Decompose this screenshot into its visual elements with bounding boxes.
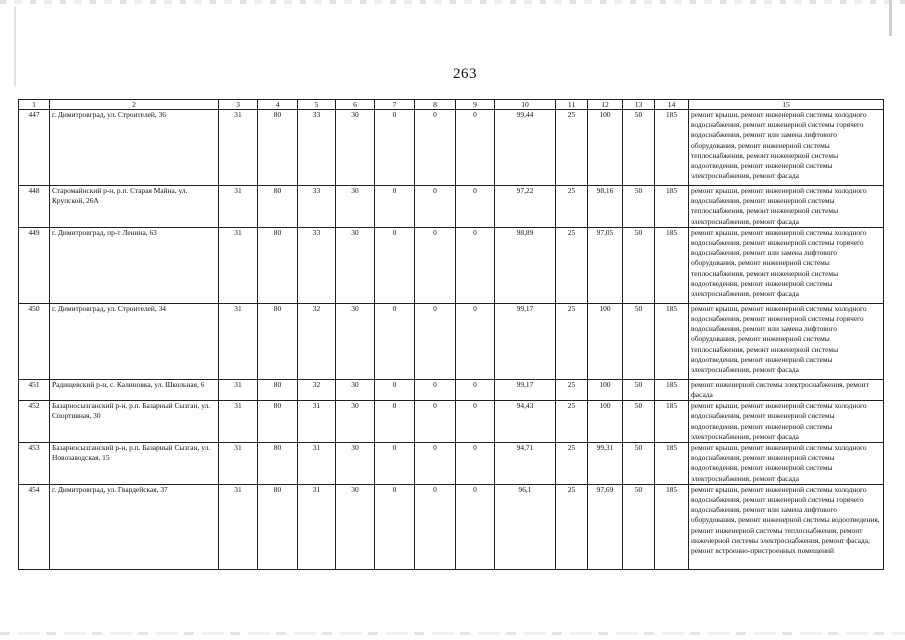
value-cell: 25 (556, 186, 588, 228)
value-cell: 98,16 (588, 186, 623, 228)
row-id: 450 (19, 303, 50, 379)
value-cell: 30 (336, 110, 375, 186)
value-cell: 185 (655, 484, 689, 569)
value-cell: 185 (655, 379, 689, 400)
works-cell: ремонт крыши, ремонт инженерной системы холодного водоснабжения, ремонт инженерной системы водоотведения, ремонт инженерной системы электроснабжения, ремонт фасада (689, 443, 884, 485)
column-number: 12 (588, 100, 623, 110)
row-id: 452 (19, 401, 50, 443)
register-table (18, 99, 884, 570)
column-number: 5 (298, 100, 336, 110)
table-row (19, 110, 884, 186)
value-cell: 25 (556, 379, 588, 400)
table-row (19, 303, 884, 379)
value-cell: 100 (588, 379, 623, 400)
value-cell: 0 (456, 484, 495, 569)
value-cell: 185 (655, 110, 689, 186)
value-cell: 31 (219, 484, 258, 569)
value-cell: 99,17 (495, 379, 556, 400)
value-cell: 0 (415, 186, 456, 228)
column-number: 4 (258, 100, 298, 110)
value-cell: 0 (456, 443, 495, 485)
value-cell: 80 (258, 484, 298, 569)
value-cell: 33 (298, 186, 336, 228)
row-id: 447 (19, 110, 50, 186)
value-cell: 80 (258, 303, 298, 379)
column-number: 1 (19, 100, 50, 110)
value-cell: 0 (375, 110, 415, 186)
value-cell: 31 (219, 227, 258, 303)
value-cell: 97,05 (588, 227, 623, 303)
works-cell: ремонт крыши, ремонт инженерной системы холодного водоснабжения, ремонт инженерной системы горячего водоснабжения, ремонт или замена лифтового оборудования, ремонт инженерной системы водоотведения, ремонт инженерной системы теплоснабжения, ремонт инженерной системы электроснабжения, ремонт фасада, ремонт встроенно-пристроенных помещений (689, 484, 884, 569)
value-cell: 0 (415, 379, 456, 400)
works-cell: ремонт крыши, ремонт инженерной системы холодного водоснабжения, ремонт инженерной системы горячего водоснабжения, ремонт или замена лифтового оборудования, ремонт инженерной системы теплоснабжения, ремонт инженерной системы водоотведения, ремонт инженерной системы электроснабжения, ремонт фасада (689, 227, 884, 303)
table-row (19, 484, 884, 569)
address-cell: Радищевский р-н, с. Калиновка, ул. Школьная, 6 (50, 379, 219, 400)
value-cell: 30 (336, 303, 375, 379)
value-cell: 31 (219, 401, 258, 443)
row-id: 449 (19, 227, 50, 303)
value-cell: 99,44 (495, 110, 556, 186)
value-cell: 25 (556, 110, 588, 186)
value-cell: 0 (375, 401, 415, 443)
value-cell: 50 (623, 303, 655, 379)
value-cell: 100 (588, 401, 623, 443)
column-number: 15 (689, 100, 884, 110)
scan-artifact-top (0, 0, 905, 4)
value-cell: 185 (655, 401, 689, 443)
address-cell: Базарносызганский р-н, р.п. Базарный Сызган, ул. Новозаводская, 15 (50, 443, 219, 485)
value-cell: 0 (415, 303, 456, 379)
scan-artifact-bottom (0, 632, 905, 635)
value-cell: 25 (556, 227, 588, 303)
works-cell: ремонт инженерной системы электроснабжения, ремонт фасада (689, 379, 884, 400)
value-cell: 0 (375, 186, 415, 228)
value-cell: 0 (415, 227, 456, 303)
value-cell: 0 (415, 443, 456, 485)
works-cell: ремонт крыши, ремонт инженерной системы холодного водоснабжения, ремонт инженерной системы горячего водоснабжения, ремонт или замена лифтового оборудования, ремонт инженерной системы теплоснабжения, ремонт инженерной системы водоотведения, ремонт инженерной системы электроснабжения, ремонт фасада (689, 303, 884, 379)
value-cell: 94,43 (495, 401, 556, 443)
column-number: 6 (336, 100, 375, 110)
value-cell: 0 (456, 186, 495, 228)
value-cell: 0 (415, 401, 456, 443)
value-cell: 0 (456, 110, 495, 186)
column-number: 8 (415, 100, 456, 110)
value-cell: 50 (623, 443, 655, 485)
table-row (19, 379, 884, 400)
value-cell: 30 (336, 227, 375, 303)
column-number: 11 (556, 100, 588, 110)
page-number: 263 (453, 66, 477, 82)
value-cell: 0 (456, 401, 495, 443)
address-cell: г. Димитровград, пр-т Ленина, 63 (50, 227, 219, 303)
value-cell: 0 (456, 379, 495, 400)
value-cell: 97,22 (495, 186, 556, 228)
value-cell: 80 (258, 379, 298, 400)
value-cell: 50 (623, 484, 655, 569)
value-cell: 100 (588, 110, 623, 186)
value-cell: 94,71 (495, 443, 556, 485)
value-cell: 80 (258, 110, 298, 186)
row-id: 451 (19, 379, 50, 400)
value-cell: 80 (258, 401, 298, 443)
address-cell: Старомайнский р-н, р.п. Старая Майна, ул. Крупской, 26А (50, 186, 219, 228)
column-number: 2 (50, 100, 219, 110)
value-cell: 30 (336, 443, 375, 485)
value-cell: 31 (219, 443, 258, 485)
value-cell: 0 (375, 379, 415, 400)
scan-artifact-left (14, 6, 16, 86)
column-number: 10 (495, 100, 556, 110)
value-cell: 30 (336, 186, 375, 228)
value-cell: 31 (219, 379, 258, 400)
address-cell: Базарносызганский р-н, р.п. Базарный Сызган, ул. Спортивная, 30 (50, 401, 219, 443)
value-cell: 0 (375, 443, 415, 485)
column-number: 7 (375, 100, 415, 110)
value-cell: 97,69 (588, 484, 623, 569)
value-cell: 31 (219, 110, 258, 186)
value-cell: 31 (219, 303, 258, 379)
value-cell: 99,31 (588, 443, 623, 485)
value-cell: 98,89 (495, 227, 556, 303)
value-cell: 96,1 (495, 484, 556, 569)
works-cell: ремонт крыши, ремонт инженерной системы холодного водоснабжения, ремонт инженерной системы горячего водоснабжения, ремонт или замена лифтового оборудования, ремонт инженерной системы теплоснабжения, ремонт инженерной системы водоотведения, ремонт инженерной системы электроснабжения, ремонт фасада (689, 110, 884, 186)
table-row (19, 186, 884, 228)
value-cell: 80 (258, 186, 298, 228)
value-cell: 50 (623, 379, 655, 400)
value-cell: 0 (456, 303, 495, 379)
value-cell: 50 (623, 227, 655, 303)
works-cell: ремонт крыши, ремонт инженерной системы холодного водоснабжения, ремонт инженерной системы водоотведения, ремонт инженерной системы электроснабжения, ремонт фасада (689, 401, 884, 443)
column-number: 9 (456, 100, 495, 110)
value-cell: 50 (623, 401, 655, 443)
column-number: 13 (623, 100, 655, 110)
scan-artifact-right (889, 0, 892, 36)
value-cell: 185 (655, 227, 689, 303)
value-cell: 31 (298, 443, 336, 485)
value-cell: 80 (258, 227, 298, 303)
value-cell: 50 (623, 110, 655, 186)
table-row (19, 227, 884, 303)
value-cell: 25 (556, 484, 588, 569)
value-cell: 25 (556, 443, 588, 485)
value-cell: 31 (298, 401, 336, 443)
value-cell: 185 (655, 303, 689, 379)
value-cell: 185 (655, 443, 689, 485)
address-cell: г. Димитровград, ул. Строителей, 36 (50, 110, 219, 186)
value-cell: 30 (336, 484, 375, 569)
value-cell: 32 (298, 379, 336, 400)
works-cell: ремонт крыши, ремонт инженерной системы холодного водоснабжения, ремонт инженерной системы теплоснабжения, ремонт инженерной системы электроснабжения, ремонт фасада (689, 186, 884, 228)
value-cell: 25 (556, 303, 588, 379)
value-cell: 33 (298, 227, 336, 303)
value-cell: 0 (456, 227, 495, 303)
row-id: 454 (19, 484, 50, 569)
value-cell: 99,17 (495, 303, 556, 379)
value-cell: 33 (298, 110, 336, 186)
table-row (19, 443, 884, 485)
value-cell: 50 (623, 186, 655, 228)
column-number: 14 (655, 100, 689, 110)
address-cell: г. Димитровград, ул. Строителей, 34 (50, 303, 219, 379)
value-cell: 0 (375, 484, 415, 569)
value-cell: 32 (298, 303, 336, 379)
value-cell: 0 (375, 303, 415, 379)
value-cell: 31 (219, 186, 258, 228)
value-cell: 30 (336, 401, 375, 443)
row-id: 448 (19, 186, 50, 228)
value-cell: 0 (415, 484, 456, 569)
column-number: 3 (219, 100, 258, 110)
value-cell: 80 (258, 443, 298, 485)
value-cell: 100 (588, 303, 623, 379)
value-cell: 31 (298, 484, 336, 569)
column-number-row (19, 100, 884, 110)
value-cell: 30 (336, 379, 375, 400)
row-id: 453 (19, 443, 50, 485)
table-row (19, 401, 884, 443)
value-cell: 25 (556, 401, 588, 443)
value-cell: 185 (655, 186, 689, 228)
value-cell: 0 (375, 227, 415, 303)
value-cell: 0 (415, 110, 456, 186)
address-cell: г. Димитровград, ул. Гвардейская, 37 (50, 484, 219, 569)
